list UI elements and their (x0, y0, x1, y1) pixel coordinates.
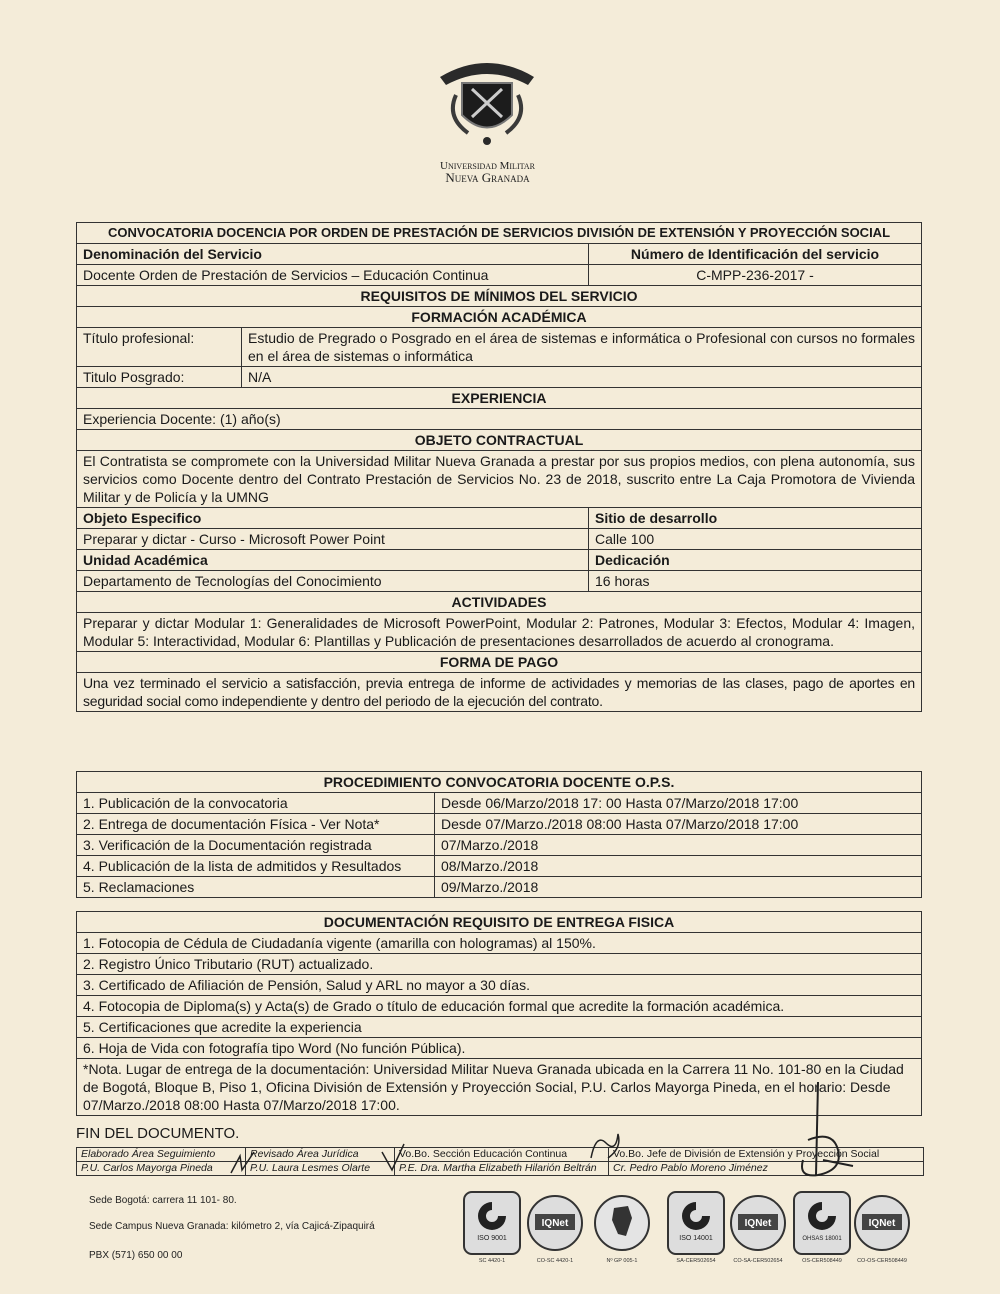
signature-mark-revisado (378, 1142, 408, 1176)
denominacion-label: Denominación del Servicio (77, 244, 589, 265)
procedimiento-step: 3. Verificación de la Documentación registrada (77, 835, 435, 856)
documentacion-item: 5. Certificaciones que acredite la experiencia (77, 1017, 922, 1038)
sitio-label: Sitio de desarrollo (589, 508, 922, 529)
svg-text:IQNet: IQNet (541, 1218, 569, 1229)
procedimiento-date: 09/Marzo./2018 (435, 877, 922, 898)
cert-code: OS-CER508449 (802, 1258, 842, 1264)
cert-code: CO-OS-CER508449 (857, 1258, 907, 1264)
convocatoria-table (76, 222, 922, 712)
revisado-role: Revisado Área Jurídica (246, 1148, 395, 1162)
unidad-label: Unidad Académica (77, 550, 589, 571)
cert-code: CO-SC 4420-1 (536, 1258, 574, 1264)
icontec-iso9001-seal-icon (462, 1190, 522, 1256)
footer-sede-campus: Sede Campus Nueva Granada: kilómetro 2, vía Cajicá-Zipaquirá (89, 1221, 375, 1232)
procedimiento-step: 5. Reclamaciones (77, 877, 435, 898)
denominacion-value: Docente Orden de Prestación de Servicios – Educación Continua (77, 265, 589, 286)
documentacion-item: 4. Fotocopia de Diploma(s) y Acta(s) de Grado o título de educación formal que acredite la formación académica. (77, 996, 922, 1017)
documentacion-item: 1. Fotocopia de Cédula de Ciudadanía vigente (amarilla con hologramas) al 150%. (77, 933, 922, 954)
pago-header: FORMA DE PAGO (77, 652, 922, 673)
procedimiento-step: 1. Publicación de la convocatoria (77, 793, 435, 814)
titulo-posgrado-label: Titulo Posgrado: (77, 367, 242, 388)
procedimiento-step: 4. Publicación de la lista de admitidos y Resultados (77, 856, 435, 877)
documentacion-nota: *Nota. Lugar de entrega de la documentación: Universidad Militar Nueva Granada ubicada en la Carrera 11 No. 101-80 en la Ciudad de Bogotá, Bloque B, Piso 1, Oficina División de Extensión y Proyección Social, P.U. Carlos Mayorga Pineda, en el horario: Desde 07/Marzo./2018 08:00 Hasta 07/Marzo/2018 17:00. (77, 1059, 922, 1116)
documentacion-item: 2. Registro Único Tributario (RUT) actualizado. (77, 954, 922, 975)
signature-mark-vobo1 (586, 1128, 626, 1164)
objeto-especifico-value: Preparar y dictar - Curso - Microsoft Power Point (77, 529, 589, 550)
signature-mark-vobo2 (788, 1080, 858, 1190)
elaborado-role: Elaborado Área Seguimiento (77, 1148, 246, 1162)
actividades-value: Preparar y dictar Modular 1: Generalidades de Microsoft PowerPoint, Modular 2: Patrones, Modular 3: Efectos, Modular 4: Imagen, Modular 5: Interactividad, Modular 6: Plantillas y Publicación de presentaciones desarrollados de acuerdo al cronograma. (77, 613, 922, 652)
vobo1-name: P.E. Dra. Martha Elizabeth Hilarión Beltrán (395, 1162, 609, 1176)
numero-value: C-MPP-236-2017 - (589, 265, 922, 286)
experiencia-header: EXPERIENCIA (77, 388, 922, 409)
vobo2-name: Cr. Pedro Pablo Moreno Jiménez (609, 1162, 924, 1176)
revisado-name: P.U. Laura Lesmes Olarte (246, 1162, 395, 1176)
colombia-map-seal-icon (592, 1190, 652, 1256)
dedicacion-value: 16 horas (589, 571, 922, 592)
sitio-value: Calle 100 (589, 529, 922, 550)
procedimiento-date: Desde 07/Marzo./2018 08:00 Hasta 07/Marzo/2018 17:00 (435, 814, 922, 835)
svg-text:OHSAS 18001: OHSAS 18001 (802, 1236, 842, 1242)
titulo-profesional-value: Estudio de Pregrado o Posgrado en el área de sistemas e informática o Profesional con cursos no formales en el área de sistemas o informática (242, 328, 922, 367)
titulo-profesional-label: Título profesional: (77, 328, 242, 367)
iqnet-seal-icon (852, 1190, 912, 1256)
procedimiento-header: PROCEDIMIENTO CONVOCATORIA DOCENTE O.P.S. (77, 772, 922, 793)
signature-mark-elaborado (228, 1148, 258, 1178)
objeto-value: El Contratista se compromete con la Universidad Militar Nueva Granada a prestar por sus propios medios, con plena autonomía, sus servicios como Docente dentro del Contrato Prestación de Servicios No. 23 de 2018, suscrito entre La Caja Promotora de Vivienda Militar y de Policía y la UMNG (77, 451, 922, 508)
unidad-value: Departamento de Tecnologías del Conocimiento (77, 571, 589, 592)
elaborado-name: P.U. Carlos Mayorga Pineda (77, 1162, 246, 1176)
experiencia-value: Experiencia Docente: (1) año(s) (77, 409, 922, 430)
requisitos-header: REQUISITOS DE MÍNIMOS DEL SERVICIO (77, 286, 922, 307)
procedimiento-date: 08/Marzo./2018 (435, 856, 922, 877)
procedimiento-row (77, 877, 922, 898)
convocatoria-title: CONVOCATORIA DOCENCIA POR ORDEN DE PRESTACIÓN DE SERVICIOS DIVISIÓN DE EXTENSIÓN Y PROYECCIÓN SOCIAL (77, 223, 922, 244)
procedimiento-step: 2. Entrega de documentación Física - Ver Nota* (77, 814, 435, 835)
svg-text:IQNet: IQNet (744, 1218, 772, 1229)
actividades-header: ACTIVIDADES (77, 592, 922, 613)
icontec-ohsas18001-seal-icon (792, 1190, 852, 1256)
objeto-especifico-label: Objeto Especifico (77, 508, 589, 529)
university-name-line1: Universidad Militar (440, 160, 535, 172)
university-name-line2: Nueva Granada (445, 170, 530, 185)
procedimiento-row (77, 856, 922, 877)
svg-text:ISO 9001: ISO 9001 (477, 1235, 507, 1242)
procedimiento-row (77, 835, 922, 856)
footer-pbx: PBX (571) 650 00 00 (89, 1250, 183, 1261)
documentacion-item: 6. Hoja de Vida con fotografía tipo Word (No función Pública). (77, 1038, 922, 1059)
footer-sede-bogota: Sede Bogotá: carrera 11 101- 80. (89, 1195, 237, 1206)
procedimiento-date: Desde 06/Marzo/2018 17: 00 Hasta 07/Marzo/2018 17:00 (435, 793, 922, 814)
svg-text:IQNet: IQNet (868, 1218, 896, 1229)
cert-code: SA-CER502654 (676, 1258, 716, 1264)
cert-code: Nº GP 005-1 (606, 1258, 638, 1264)
fin-documento: FIN DEL DOCUMENTO. (76, 1125, 240, 1142)
procedimiento-table (76, 771, 922, 898)
university-name (400, 160, 575, 184)
icontec-iso14001-seal-icon (666, 1190, 726, 1256)
university-crest-logo (432, 55, 542, 150)
vobo1-role: Vo.Bo. Sección Educación Continua (395, 1148, 609, 1162)
cert-code: CO-SA-CER502654 (733, 1258, 783, 1264)
objeto-header: OBJETO CONTRACTUAL (77, 430, 922, 451)
iqnet-seal-icon (525, 1190, 585, 1256)
vobo2-role: Vo.Bo. Jefe de División de Extensión y Proyección Social (609, 1148, 924, 1162)
procedimiento-row (77, 793, 922, 814)
dedicacion-label: Dedicación (589, 550, 922, 571)
svg-text:ISO 14001: ISO 14001 (679, 1235, 713, 1242)
documentacion-header: DOCUMENTACIÓN REQUISITO DE ENTREGA FISICA (77, 912, 922, 933)
cert-code: SC 4420-1 (478, 1258, 506, 1264)
procedimiento-date: 07/Marzo./2018 (435, 835, 922, 856)
titulo-posgrado-value: N/A (242, 367, 922, 388)
numero-label: Número de Identificación del servicio (589, 244, 922, 265)
iqnet-seal-icon (728, 1190, 788, 1256)
pago-value: Una vez terminado el servicio a satisfacción, previa entrega de informe de actividades y memorias de las clases, pago de aportes en seguridad social como independiente y dentro del periodo de la ejecución del contrato. (77, 673, 922, 712)
formacion-header: FORMACIÓN ACADÉMICA (77, 307, 922, 328)
procedimiento-row (77, 814, 922, 835)
documentacion-item: 3. Certificado de Afiliación de Pensión, Salud y ARL no mayor a 30 días. (77, 975, 922, 996)
